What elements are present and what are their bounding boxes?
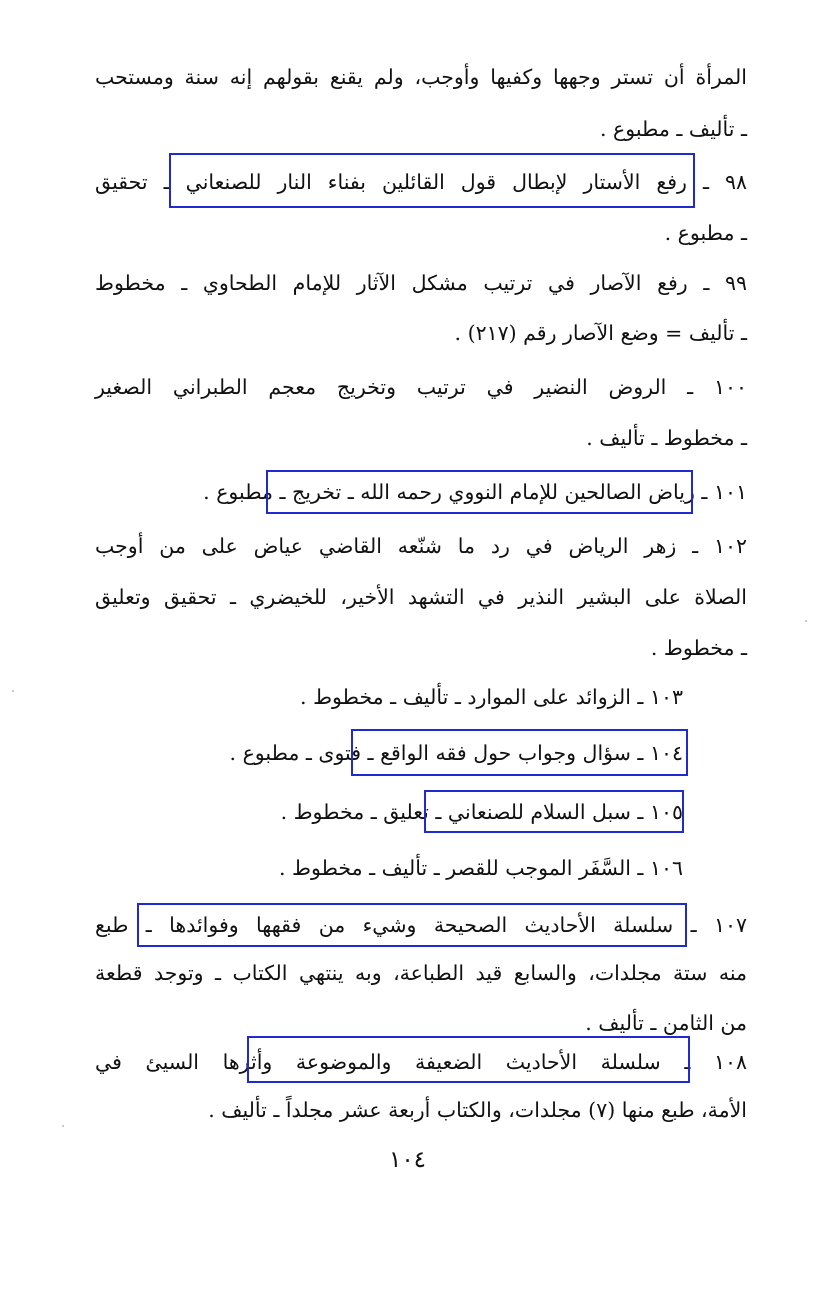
entry-98-line-2: ـ مطبوع . xyxy=(664,221,747,245)
entry-99-line-1: ٩٩ ـ رفع الآصار في ترتيب مشكل الآثار للإمام الطحاوي ـ مخطوط xyxy=(95,271,747,295)
text-line-2: ـ تأليف ـ مطبوع . xyxy=(599,117,747,141)
text-line-1: المرأة أن تستر وجهها وكفيها وأوجب، ولم يقنع بقولهم إنه سنة ومستحب xyxy=(95,65,747,89)
entry-105-line: ١٠٥ ـ سبل السلام للصنعاني ـ تعليق ـ مخطوط . xyxy=(280,800,683,824)
entry-106-line: ١٠٦ ـ السَّفَر الموجب للقصر ـ تأليف ـ مخطوط . xyxy=(279,856,683,880)
entry-107-line-1: ١٠٧ ـ سلسلة الأحاديث الصحيحة وشيء من فقهها وفوائدها ـ طبع xyxy=(95,913,747,937)
entry-100-line-1: ١٠٠ ـ الروض النضير في ترتيب وتخريج معجم الطبراني الصغير xyxy=(95,375,747,399)
entry-104-line: ١٠٤ ـ سؤال وجواب حول فقه الواقع ـ فتوى ـ مطبوع . xyxy=(229,741,683,765)
entry-99-line-2: ـ تأليف = وضع الآصار رقم (٢١٧) . xyxy=(454,321,747,345)
entry-102-line-2: الصلاة على البشير النذير في التشهد الأخير، للخيضري ـ تحقيق وتعليق xyxy=(95,585,747,609)
page-number: ١٠٤ xyxy=(388,1147,427,1173)
entry-108-line-2: الأمة، طبع منها (٧) مجلدات، والكتاب أربعة عشر مجلداً ـ تأليف . xyxy=(208,1098,747,1122)
scan-speck xyxy=(12,690,14,692)
highlight-box-105 xyxy=(424,790,684,833)
scan-speck xyxy=(62,1125,64,1127)
entry-108-line-1: ١٠٨ ـ سلسلة الأحاديث الضعيفة والموضوعة وأثرها السيئ في xyxy=(95,1050,747,1074)
entry-102-line-1: ١٠٢ ـ زهر الرياض في رد ما شنّعه القاضي عياض على من أوجب xyxy=(95,534,747,558)
entry-103-line: ١٠٣ ـ الزوائد على الموارد ـ تأليف ـ مخطوط . xyxy=(300,685,683,709)
scan-speck xyxy=(805,620,807,622)
highlight-box-98 xyxy=(169,153,695,208)
entry-100-line-2: ـ مخطوط ـ تأليف . xyxy=(586,426,747,450)
entry-98-line-1: ٩٨ ـ رفع الأستار لإبطال قول القائلين بفناء النار للصنعاني ـ تحقيق xyxy=(95,170,747,194)
highlight-box-101 xyxy=(266,470,693,514)
entry-107-line-2: منه ستة مجلدات، والسابع قيد الطباعة، وبه ينتهي الكتاب ـ وتوجد قطعة xyxy=(95,961,747,985)
entry-101-line: ١٠١ ـ رياض الصالحين للإمام النووي رحمه الله ـ تخريج ـ مطبوع . xyxy=(203,480,747,504)
entry-102-line-3: ـ مخطوط . xyxy=(650,636,747,660)
highlight-box-107 xyxy=(137,903,687,947)
entry-107-line-3: من الثامن ـ تأليف . xyxy=(585,1011,747,1035)
highlight-box-104 xyxy=(351,729,688,776)
highlight-box-108 xyxy=(247,1036,690,1083)
